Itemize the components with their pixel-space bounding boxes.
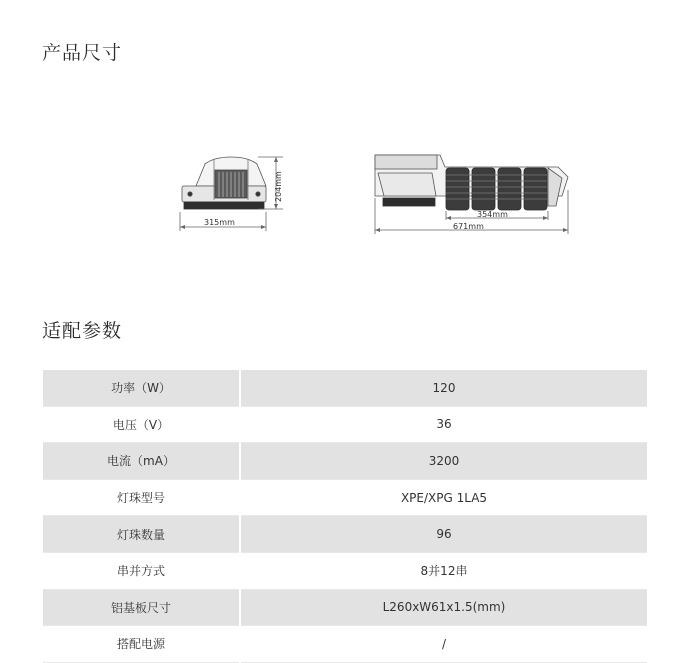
table-row — [43, 516, 647, 553]
dim-side-module: 354mm — [477, 210, 508, 219]
table-row — [43, 370, 647, 406]
param-value: 96 — [240, 516, 647, 553]
param-label: 铝基板尺寸 — [43, 589, 240, 626]
product-dimension-drawing — [0, 0, 700, 300]
param-value: L260xW61x1.5(mm) — [240, 589, 647, 626]
section-title-parameters: 适配参数 — [42, 320, 123, 342]
param-value: / — [240, 626, 647, 663]
param-value: 120 — [240, 370, 647, 406]
param-label: 电流（mA） — [43, 443, 240, 480]
table-row — [43, 479, 647, 516]
table-row — [43, 443, 647, 480]
param-label: 灯珠型号 — [43, 479, 240, 516]
table-row — [43, 589, 647, 626]
param-value: XPE/XPG 1LA5 — [240, 479, 647, 516]
parameter-table — [43, 370, 647, 663]
param-label: 电压（V） — [43, 406, 240, 443]
param-value: 36 — [240, 406, 647, 443]
table-row — [43, 552, 647, 589]
param-value: 8并12串 — [240, 552, 647, 589]
table-row — [43, 626, 647, 663]
param-value: 3200 — [240, 443, 647, 480]
section-title-dimensions: 产品尺寸 — [42, 42, 123, 64]
table-row — [43, 406, 647, 443]
param-label: 功率（W） — [43, 370, 240, 406]
param-label: 串并方式 — [43, 552, 240, 589]
param-label: 灯珠数量 — [43, 516, 240, 553]
dim-side-length: 671mm — [453, 222, 484, 231]
dim-front-height: 204mm — [274, 171, 283, 202]
dim-front-width: 315mm — [204, 218, 235, 227]
param-label: 搭配电源 — [43, 626, 240, 663]
